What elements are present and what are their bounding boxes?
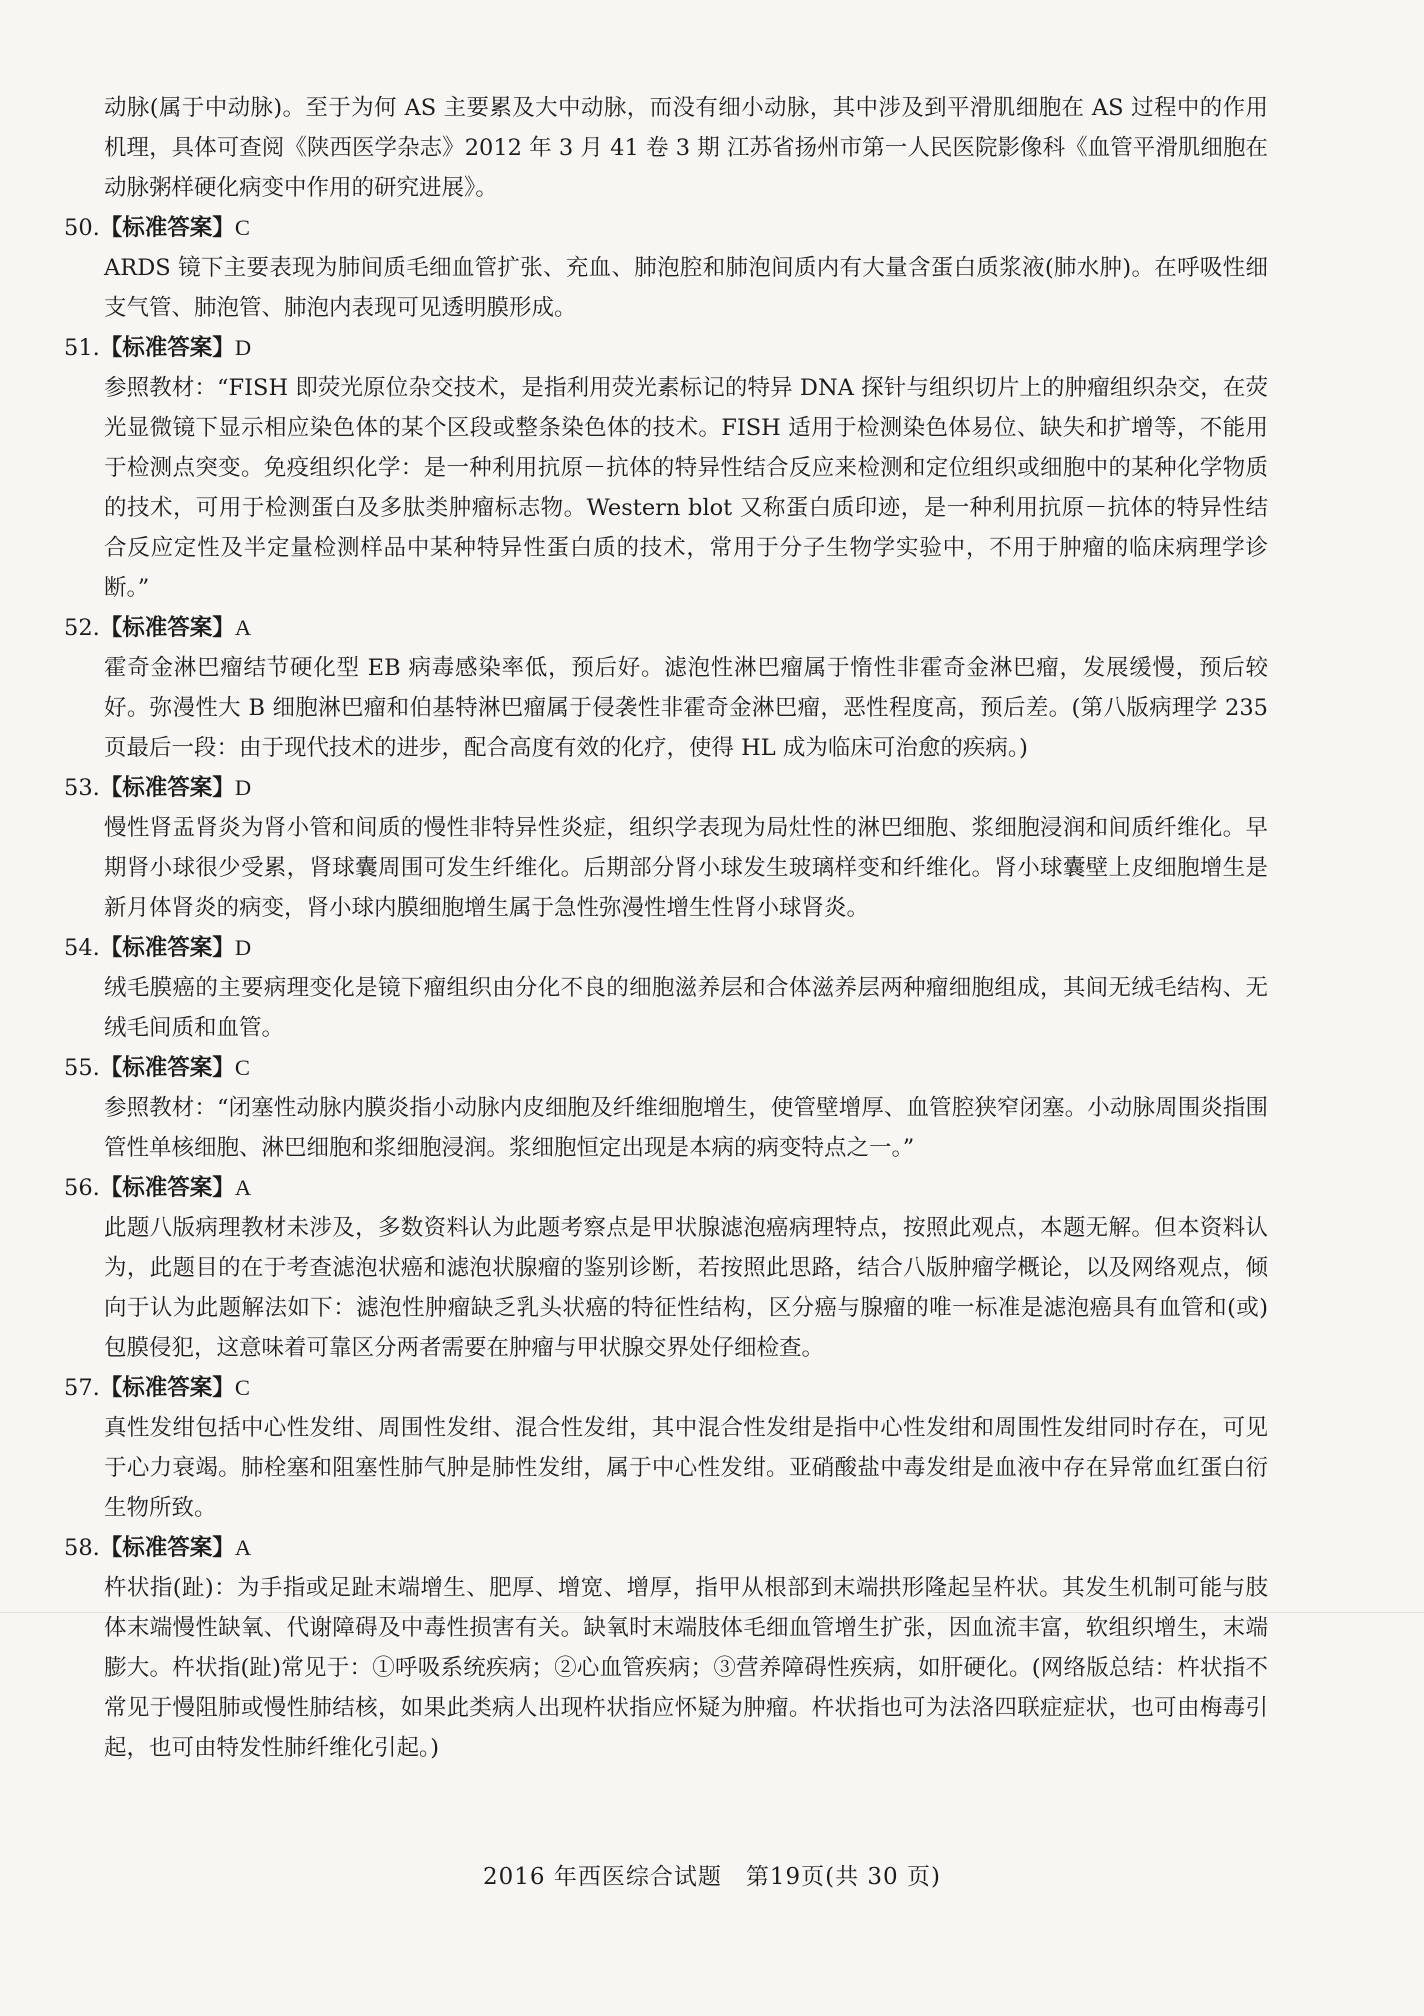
explanation-paragraph: 绒毛膜癌的主要病理变化是镜下瘤组织由分化不良的细胞滋养层和合体滋养层两种瘤细胞组成，其间无绒毛结构、无绒毛间质和血管。 [104,975,1268,1041]
answer-choice: D [234,775,252,800]
question-number: 53. [64,775,100,801]
explanation-paragraph: 参照教材：“FISH 即荧光原位杂交技术，是指利用荧光素标记的特异 DNA 探针与组织切片上的肿瘤组织杂交，在荧光显微镜下显示相应染色体的某个区段或整条染色体的技术。FISH 适用于检测染色体易位、缺失和扩增等，不能用于检测点突变。免疫组织化学：是一种利用抗原－抗体的特异性结合反应来检测和定位组织或细胞中的某种化学物质的技术，可用于检测蛋白及多肽类肿瘤标志物。Western blot 又称蛋白质印迹，是一种利用抗原－抗体的特异性结合反应定性及半定量检测样品中某种特异性蛋白质的技术，常用于分子生物学实验中，不用于肿瘤的临床病理学诊断。” [104,375,1268,601]
question-number: 55. [64,1055,100,1081]
explanation-paragraph: 霍奇金淋巴瘤结节硬化型 EB 病毒感染率低，预后好。滤泡性淋巴瘤属于惰性非霍奇金淋巴瘤，发展缓慢，预后较好。弥漫性大 B 细胞淋巴瘤和伯基特淋巴瘤属于侵袭性非霍奇金淋巴瘤，恶性程度高，预后差。(第八版病理学 235 页最后一段：由于现代技术的进步，配合高度有效的化疗，使得 HL 成为临床可治愈的疾病。) [104,655,1268,761]
question-header [64,1368,1268,1408]
answer-choice: A [234,1535,252,1560]
answer-choice: C [234,1375,250,1400]
answer-list [64,208,1268,1768]
answer-label: 【标准答案】 [99,1175,235,1201]
question-number: 50. [64,215,100,241]
question-header [64,208,1268,248]
explanation-paragraph: 此题八版病理教材未涉及，多数资料认为此题考察点是甲状腺滤泡癌病理特点，按照此观点，本题无解。但本资料认为，此题目的在于考查滤泡状癌和滤泡状腺瘤的鉴别诊断，若按照此思路，结合八版肿瘤学概论，以及网络观点，倾向于认为此题解法如下：滤泡性肿瘤缺乏乳头状癌的特征性结构，区分癌与腺瘤的唯一标准是滤泡癌具有血管和(或)包膜侵犯，这意味着可靠区分两者需要在肿瘤与甲状腺交界处仔细检查。 [104,1215,1268,1361]
question-number: 52. [64,615,100,641]
question-header [64,1048,1268,1088]
question-number: 51. [64,335,100,361]
question-number: 56. [64,1175,100,1201]
answer-label: 【标准答案】 [99,935,235,961]
answer-label: 【标准答案】 [99,775,235,801]
scan-fold-line [0,1612,1424,1613]
answer-choice: A [234,1175,252,1200]
answer-choice: A [234,615,252,640]
answer-choice: D [234,335,252,360]
answer-label: 【标准答案】 [99,215,235,241]
question-header [64,928,1268,968]
page-footer: 2016 年西医综合试题 第19页(共 30 页) [483,1864,941,1890]
answer-label: 【标准答案】 [99,1535,235,1561]
explanation-paragraph: ARDS 镜下主要表现为肺间质毛细血管扩张、充血、肺泡腔和肺泡间质内有大量含蛋白质浆液(肺水肿)。在呼吸性细支气管、肺泡管、肺泡内表现可见透明膜形成。 [104,255,1268,321]
answer-label: 【标准答案】 [99,335,235,361]
explanation-paragraph: 真性发绀包括中心性发绀、周围性发绀、混合性发绀，其中混合性发绀是指中心性发绀和周围性发绀同时存在，可见于心力衰竭。肺栓塞和阻塞性肺气肿是肺性发绀，属于中心性发绀。亚硝酸盐中毒发绀是血液中存在异常血红蛋白衍生物所致。 [104,1415,1268,1521]
answer-choice: D [234,935,252,960]
explanation-paragraph: 慢性肾盂肾炎为肾小管和间质的慢性非特异性炎症，组织学表现为局灶性的淋巴细胞、浆细胞浸润和间质纤维化。早期肾小球很少受累，肾球囊周围可发生纤维化。后期部分肾小球发生玻璃样变和纤维化。肾小球囊壁上皮细胞增生是新月体肾炎的病变，肾小球内膜细胞增生属于急性弥漫性增生性肾小球肾炎。 [104,815,1268,921]
explanation-paragraph: 参照教材：“闭塞性动脉内膜炎指小动脉内皮细胞及纤维细胞增生，使管壁增厚、血管腔狭窄闭塞。小动脉周围炎指围管性单核细胞、淋巴细胞和浆细胞浸润。浆细胞恒定出现是本病的病变特点之一。” [104,1095,1268,1161]
document-body [64,88,1268,1768]
answer-label: 【标准答案】 [99,1055,235,1081]
explanation-paragraph: 杵状指(趾)：为手指或足趾末端增生、肥厚、增宽、增厚，指甲从根部到末端拱形隆起呈杵状。其发生机制可能与肢体末端慢性缺氧、代谢障碍及中毒性损害有关。缺氧时末端肢体毛细血管增生扩张，因血流丰富，软组织增生，末端膨大。杵状指(趾)常见于：①呼吸系统疾病；②心血管疾病；③营养障碍性疾病，如肝硬化。(网络版总结：杵状指不常见于慢阻肺或慢性肺结核，如果此类病人出现杵状指应怀疑为肿瘤。杵状指也可为法洛四联症症状，也可由梅毒引起，也可由特发性肺纤维化引起。) [104,1575,1268,1761]
question-header [64,768,1268,808]
question-number: 57. [64,1375,100,1401]
question-number: 54. [64,935,100,961]
answer-label: 【标准答案】 [99,615,235,641]
answer-label: 【标准答案】 [99,1375,235,1401]
answer-choice: C [234,215,250,240]
question-header [64,328,1268,368]
intro-paragraph: 动脉(属于中动脉)。至于为何 AS 主要累及大中动脉，而没有细小动脉，其中涉及到平滑肌细胞在 AS 过程中的作用机理，具体可查阅《陕西医学杂志》2012 年 3 月 41 卷 3 期 江苏省扬州市第一人民医院影像科《血管平滑肌细胞在动脉粥样硬化病变中作用的研究进展》。 [104,95,1268,201]
question-header [64,608,1268,648]
question-number: 58. [64,1535,100,1561]
question-header [64,1528,1268,1568]
question-header [64,1168,1268,1208]
answer-choice: C [234,1055,250,1080]
